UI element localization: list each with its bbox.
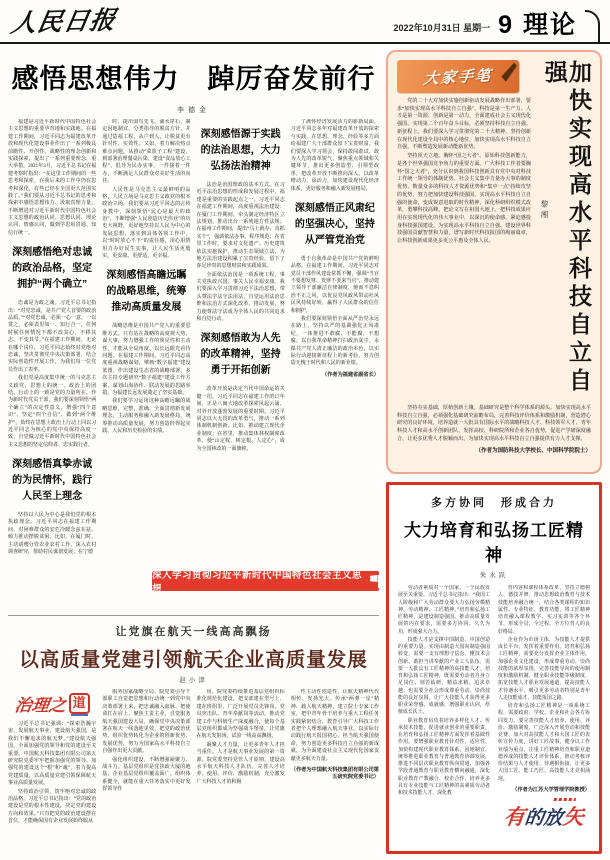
paragraph: 用。院党委持续推进基层党组织标准化规范化建设，把支部建在型号上、建在班组里，广泛开展党员先锋岗、党员突击队、青年奉献岗等活动，推动党建工作与科研生产深度融合，使每个基层党组织都成为坚强战斗堡垒，让党旗在航天发射场、试验一线高高飘扬。: [196, 690, 285, 740]
aerospace-column-1: [8, 689, 96, 860]
section-divider: [8, 615, 379, 616]
tech-bottom-text: [397, 405, 591, 454]
paragraph: 我们党是高度集中统一的马克思主义政党，思想上的统一、政治上的团结、行动上的一致是党的力量所在。作为新时代党员干部，我们要深刻领悟“两个确立”的决定性意义，增强“四个意识”、坚定“四个自信”、做到“两个维护”，始终在思想上政治上行动上同以习近平同志为核心的党中央保持高度一致，自觉做习近平新时代中国特色社会主义思想的坚定信仰者、忠实践行者。: [8, 376, 97, 448]
flag-icon: [368, 575, 379, 588]
aerospace-column-2: [102, 689, 190, 860]
youdefangshi-char-shi: 矢: [561, 803, 586, 829]
aerospace-column-4: [291, 689, 379, 860]
masthead: [8, 0, 119, 40]
youdefangshi-char-you: 有: [502, 803, 527, 829]
paragraph: 坚持以人民为中心是我们党的根本执政理念。习近平同志在福建工作期间，对困难群众的安危冷暖念兹在兹，倾力推动摆脱贫困。比如，在厦门时，主动请缨分管农业农村工作，深入农村调查研究，帮助村民谋划发展；在宁德: [8, 513, 97, 556]
author-endnote: （作者为江苏大学管理学院教授）: [512, 786, 590, 793]
main-column-1: [8, 119, 96, 606]
article-tech-box: [386, 50, 602, 474]
aerospace-kicker: 让党旗在航天一线高高飘扬: [115, 626, 272, 638]
sub-headline: 深刻感悟正风肃纪的坚强决心，坚持从严管党治党: [294, 202, 375, 246]
study-banner-text: 深入学习贯彻习近平新时代中国特色社会主义思想: [152, 570, 363, 595]
paragraph: 忠诚是为政之魂。习近平总书记指出：“对党忠诚，是共产党人首要的政治品质。”“对党忠诚，必须一心一意、一以贯之，必须表里如一、知行合一，任何时候任何情况下都不改其心、不移其志、不变其节。”在福建工作期间，无论在哪个岗位，习近平同志始终对党绝对忠诚，坚决贯彻党中央决策部署，结合实际创造性开展工作，为我们每一位党员作出了表率。: [8, 301, 97, 373]
paragraph: 勇于自我革命是中国共产党的鲜明品格。在福建工作期间，习近平同志对党员干部作风建设常抓不懈，强调“当官不要想发财、发财不要来当官”，推动建立领导干部廉洁自律制度，驰而不息纠治不正之风，以优良党风政风带动社风民风持续好转，赢得了人民群众的信任和拥护。: [290, 256, 379, 314]
paragraph: 我们要学习运用这种高瞻远瞩的战略思维，完整、准确、全面贯彻新发展理念，主动服务和融入新发展格局，统筹推动高质量发展，努力创造经得起实践、人民和历史检验的实绩。: [102, 399, 191, 434]
paragraph: 性主动性创造性，让航天精神代代相传、发扬光大。传承“两弹一星”精神、载人航天精神，建立院士专家工作室，把中青年骨干培养与重大工程任务实践紧密结合，教育引导广大科技工作者把个人理想融入航天事业，以实际行动践行航天报国初心、担当航天强国使命，努力创造更多科技自立自强的新成就，为全面建设社会主义现代化国家贡献更多航天力量。: [290, 690, 379, 762]
dajiashoubi-logo-text: 大家手笔: [422, 66, 494, 88]
tech-box-inner: [397, 60, 591, 400]
masthead-title: 人民日报: [8, 5, 119, 38]
paragraph: 劳动者素质对一个国家、一个民族发展至关重要。习近平总书记指出：“我国工人阶级和广大劳动群众要大力弘扬劳模精神、劳动精神、工匠精神。”培育和弘扬工匠精神，是建设制造强国、推动高质量发展的内在要求，需要多方协同、久久为功，形成强大合力。: [398, 586, 490, 635]
header-right: [394, 10, 600, 38]
craftsman-byline: 朱永跃: [479, 572, 509, 579]
main-byline: 李德金: [177, 106, 210, 114]
main-column-4: [291, 119, 379, 562]
aerospace-column-3: [197, 689, 285, 860]
paragraph: 育内容和课程体系改革，坚持立德树人、德技并修，推动思想政治教育与技术技能培养融合统一，结合各类课程的知识属性、专业特征、教育功能，将工匠精神培育融入课程教学、实习实训等各个环节，形成全员、全过程、全方位育人的良好格局。: [498, 586, 590, 635]
tech-left-column: [397, 60, 531, 400]
paragraph: 企业作为市场主体，为技能人才提供成长平台，发挥着重要作用。培育和弘扬工匠精神，需要充分发挥企业主体作用，加强企业文化建设，形成尊重劳动、崇尚技能的浓厚氛围，完善技能导向的使用制度和激励机制，健全职业技能等级制度，拓宽技能人才职业发展通道，提高技能人才待遇水平，吸引更多劳动者特别是青年人走技能成才、技能报国之路。: [498, 637, 590, 701]
paragraph: 职业教育肩负着培养多样化人才、传承技术技能、促进就业创业的重要职责，在培育和弘扬工匠精神方面发挥着基础性作用。要增强职业教育针对性、适应性，加快构建现代职业教育体系，因地制宜、统筹推进职业教育与普通教育协调发展，推进不同层次职业教育纵向贯通、加强各学段普通教育与职业教育横向融通，深化职业教育产教融合、校企合作，培养更多具有专业技能与工匠精神的高素质劳动者和技术技能人才，深化教: [398, 718, 490, 796]
article-craftsman-box: [386, 482, 602, 854]
youdefangshi-column-logo: [498, 798, 590, 834]
aerospace-columns: [8, 689, 379, 860]
paragraph: 习近平总书记强调：“探索浩瀚宇宙，发展航天事业，建设航天强国，是我们不懈追求的航天梦。”建设航天强国，全面加强党的领导和党的建设至关重要。中国航天科技集团有限公司第五研究院党委牢牢把握加强党的领导、加强党的建设这个“根”和“魂”，着力提高党建质量，以高质量党建引领保障航天事业高质量发展。: [8, 722, 97, 787]
corner-mark: [585, 10, 600, 44]
date-text: 2022年10月31日: [393, 23, 461, 33]
sub-headline: 深刻感悟高瞻远瞩的战略思维，统筹推动高质量发展: [106, 270, 187, 314]
paragraph: 强化组织建设，不断增强凝聚力、战斗力。基层党组织是党执政大厦的地基，企业基层党组织覆盖面广、组织体系健全，就能在重大任务落实中更好发挥领导作: [102, 757, 191, 793]
youdefangshi-chars-defang: 的放: [523, 806, 564, 829]
craftsman-kicker: 多方协同 形成合力: [431, 497, 557, 509]
tech-byline: 黎湘: [540, 200, 549, 221]
paragraph: 法治是治国理政的基本方式。在习近平法治思想的形成和发展过程中，福建是重要的实践起点之一。习近平同志在福建工作期间，高度重视法治建设：在厦门工作期间，牵头制定经济特区立法规划，推动出台一系列地方性法规；在福州工作期间，提出“马上就办、真抓实干”，强调依法办事、程序规范；在省里工作时，要求对文化遗产、历史建筑依法实施保护，推动生态领域立法，为地方法治建设积累了宝贵经验，留下了弥足珍贵的思想财富和实践成果。: [196, 183, 285, 270]
aerospace-byline: 赵小津: [179, 677, 208, 684]
craftsman-column-2: [498, 585, 590, 843]
paragraph: 技能人才是支撑中国制造、中国创造的重要力量。实现由制造大国向制造强国转变，需要一支有理想守信念、懂技术会创新、敢担当讲奉献的产业工人队伍，需要一大批具有工匠精神的高技能人才。培育和弘扬工匠精神，既需要劳动者自身立足岗位、刻苦钻研，精益求精、追求卓越，也需要全社会形成尊重劳动、崇尚技能的良好氛围，让广大技能人才获得更多职业荣誉感、成就感，增强职业认同，厚植成长沃土。: [398, 637, 490, 716]
paragraph: 服务国家战略全局。院党委引导干部职工自觉把思想和行动统一到党中央决策部署上来，把忠诚融入血脉、把使命扛在肩上，聚焦主责主业，自觉服务航天强国建设大局，确保党中央决策部署在航天一线落地见效，把党的政治优势、组织优势转化为企业的创新优势、发展优势，努力为国家高水平科技自立自强作出更大贡献。: [102, 690, 191, 755]
paragraph: 全面依法治国是一项系统工程，事关党执政兴国、事关人民幸福安康。我们要深入学习贯彻习近平法治思想，带头尊法学法守法用法，自觉运用法治思维和法治方式深化改革、推动发展，努力使尊法守法成为全体人民的共同追求和自觉行动。: [196, 272, 285, 323]
main-column-2: [102, 119, 190, 606]
section-name: 理论: [522, 11, 577, 39]
paragraph: 时，提出弱鸟先飞、滴水穿石，制定因地制宜、分类指导的脱贫方针，并通过造福工程、从户到人，让脱贫更有针对性、实效性。又如，着力解决热点难点问题，从推动“菜篮子工程”建设，到部署治理餐桌污染、建设“食品放心工程”，倡导为民办实事，一件接着一件办，不断满足人民群众对美好生活的向往。: [102, 120, 191, 185]
aerospace-headline: 以高质量党建引领航天企业高质量发展: [19, 650, 368, 671]
paragraph: 福建是习近平新时代中国特色社会主义思想的重要孕育地和实践地。在福建工作期间，习近平同志为福建改革开放和现代化建设事业作出了一系列极具前瞻性、开创性、战略性的理念创新和实践探索，提出了一系列重要理念、重大举措。2021年3月，习近平总书记在福建考察时指出：“在这里工作期间的一些思考和探索，在我后来的工作中仍在思考和深化，有些已经在全国更大范围实践了。”我们要从习近平总书记的思考和探索中感悟思想伟力、汲取真理力量，不断增进对习近平新时代中国特色社会主义思想的政治认同、思想认同、理论认同、情感认同，做到学思用贯通、知信行统一。: [8, 120, 97, 236]
craftsman-column-1: [398, 585, 490, 843]
main-column-3: [197, 119, 285, 562]
author-endnote: （作者为国防科技大学校长、中国科学院院士）: [475, 448, 591, 455]
paragraph: 战略思维是中国共产党人的重要思维方式。只有站在战略的高度观大势、谋大事，努力增强工作的预见性和主动性，才能从全局角度、以长远眼光看待问题。在福建工作期间，习近平同志高度重视战略谋划，擘画“数字福建”建设蓝图，作出建设生态省的战略部署，多次主持专题研究“数字福建”建设工作方案，谋划山海协作、联动发展的思路举措，为福建长远发展奠定了坚实基础。: [102, 324, 191, 396]
zhilizhidao-script-text: 治理之: [12, 696, 67, 716]
paragraph: 坚持夯实基础，厚植创新土壤。基础研究是整个科学体系的源头。加快实现高水平科技自立自强，必须强化基础研究前瞻布局，完善科技评价体系和激励机制，营造潜心研究的良好环境，培养造就一大批具有国际水平的战略科技人才、科技领军人才、青年科技人才和高水平创新团队，发挥高校、科研院所和企业各自优势，促进产学研深度融合，让更多优秀人才脱颖而出，为加快实现高水平科技自立自强提供有力人才支撑。: [397, 405, 591, 442]
craftsman-column-2-text: [498, 585, 590, 793]
aerospace-column-1-text: [8, 721, 96, 825]
page-header: [0, 0, 610, 44]
paragraph: 坚持政治引领，筑牢绝对忠诚的政治品格。习近平总书记指出：“党的政治建设是党的根本性建设，决定党的建设方向和效果。”只有把党的政治建设摆在首位，才能确保国有企业发展始终服从: [8, 789, 97, 825]
page-number: 9 理论: [498, 11, 577, 39]
zhilizhidao-column-logo: [12, 691, 93, 716]
sub-headline: 深刻感悟绝对忠诚的政治品格，坚定拥护“两个确立”: [12, 247, 93, 291]
sub-headline: 深刻感悟源于实践的法治思想，大力弘扬法治精神: [200, 129, 281, 172]
paragraph: 坚持顶天立地，胸怀“国之大者”。原始科技创新能力，是各个世界强国竞争角力的重要方面。广大科技工作者要胸怀“国之大者”，充分认识到我国科技创新具有党中央对科技工作统一领导的体制优势、社会主义集中力量办大事的制度优势、数量众多的科技人才资源优势和“集中一点”持续攻坚的优势，努力把加快建设科技强国、实现高水平科技自立自强的使命，变成锐意进取的时代精神，深化科研组织模式改革，勇攀科技高峰，把论文写在祖国大地上，把科技成果应用在实现现代化的伟大事业中，以深沉的使命感、紧迫感投身科技强国建设，为实现高水平科技自立自强、建设世界科技强国贡献智慧和力量，谱写新时代科技报国的绚丽篇章，让科技创新成果更多更公平惠及全体人民。: [397, 153, 531, 245]
brush-icon: [500, 61, 518, 83]
main-article-columns: [8, 119, 379, 606]
craftsman-columns: [398, 585, 590, 843]
tech-vertical-column: [537, 60, 591, 400]
page-content: [0, 44, 610, 860]
paragraph: 改革开放是决定当代中国命运的关键一招。习近平同志在福建工作的17年间，正是八闽大地改革探索风起云涌、对外开放蓬勃发展的重要时期。习近平同志以大无畏的改革勇气，推动一系列体制机制创新。比如，推动建立现代企业制度；在省里，推动集体林权制度改革，使“山定权、树定根、人定心”，成为全国林改的一面旗帜。: [196, 387, 285, 452]
dateline: [394, 21, 491, 38]
paragraph: 党的二十大对加快实施创新驱动发展战略作出部署，要求“加快实现高水平科技自立自强”。科技是第一生产力、人才是第一资源、创新是第一动力，全面建成社会主义现代化强国、实现第二个百年奋斗目标，必须坚持科技自立自强。新征程上，我们要深入学习贯彻党的二十大精神，坚持创新在现代化建设全局中的核心地位，加快实现高水平科技自立自强，不断塑造发展新动能新优势。: [397, 98, 531, 151]
study-banner: [152, 570, 379, 595]
sub-headline: 深刻感悟敢为人先的改革精神，坚持勇于开拓创新: [200, 333, 281, 377]
paragraph: 凝聚人才力量，让更多青年人才担当重任。人才是航天事业发展的第一资源。院党委坚持党管人才原则，建设高水平航天科技人才队伍，完善人才培养、使用、评价、激励机制，充分激发广大科技人才的积极: [196, 742, 285, 785]
paragraph: 了满怀经济发展活力的崭新局面。习近平同志多年对福建改革开放的探索与实践，在思想、理念、经验等多方面给福建广大干部群众留下宝贵财富。我们要深入学习领会，保持敢闯敢试、敢为人先的改革锐气，聚焦重点领域和关键环节，推出更多创造型、引领型改革，把改革开放不断推向深入，以改革增动力、添活力，加快建设现代化经济体系，更好服务和融入新发展格局。: [290, 120, 379, 192]
paragraph: 我们要深刻领悟全面从严治党永远在路上，坚持以严的基调强化正风肃纪，一体推进不敢腐、不能腐、不想腐，以自我革命精神打扫政治灰尘，永葆共产党人清正廉洁的政治本色，以实际行动迎接新征程上的新考验，努力创造无愧于时代和人民的新业绩。: [290, 317, 379, 367]
paragraph: 人民性是马克思主义最鲜明的品格，人民立场是马克思主义政党的根本政治立场。我们要从习近平同志的言传身教中，深刻领悟“民心是最大的政治”，不断增强“人民创造历史伟业”的历史大视野，更好地坚持以人民为中心的发展思想，落实到具体各项工作中，以“时时放心不下”的责任感，用心用情用力办好民生实事，让人民生活更殷实、更安康、更舒适、更幸福。: [102, 187, 191, 260]
tech-headline-vertical: 加快实现高水平科技自立自强: [541, 60, 592, 396]
paragraph: 培育和弘扬工匠精神是一项系统工程，需要政府、学校、企业和社会各方协同发力。要完善技能人才培养、使用、评价、激励制度，广泛深入开展劳动和技能竞赛，加大对高技能人才和大国工匠的表彰宣传力度，讲好工匠故事，健全以工作业绩为重点、注重工匠精神培育和职业道德养成的技能人才评价体系，推动考核评价结果与人才使用、待遇相衔接，让更多大国工匠、能工巧匠、高技能人才竞相涌现。: [498, 704, 590, 782]
author-endnote: （作者为中国航天科技集团有限公司第五研究院党委书记）: [290, 766, 379, 780]
dajiashoubi-column-logo: [397, 60, 519, 93]
zhilizhidao-boxed-character: 道: [69, 693, 90, 713]
craftsman-headline: 大力培育和弘扬工匠精神: [404, 521, 584, 565]
right-zone: [386, 44, 602, 860]
author-endnote: （作者为福建省副省长）: [321, 371, 379, 378]
main-headline: 感悟思想伟力 踔厉奋发前行: [11, 64, 376, 94]
weekday-text: 星期一: [463, 23, 491, 33]
sub-headline: 深刻感悟真挚赤诚的为民情怀，践行人民至上理念: [12, 459, 93, 503]
left-zone: [8, 44, 379, 860]
tech-body-text: [397, 98, 531, 246]
article-thought-power: [8, 57, 379, 606]
article-aerospace: [8, 623, 379, 860]
